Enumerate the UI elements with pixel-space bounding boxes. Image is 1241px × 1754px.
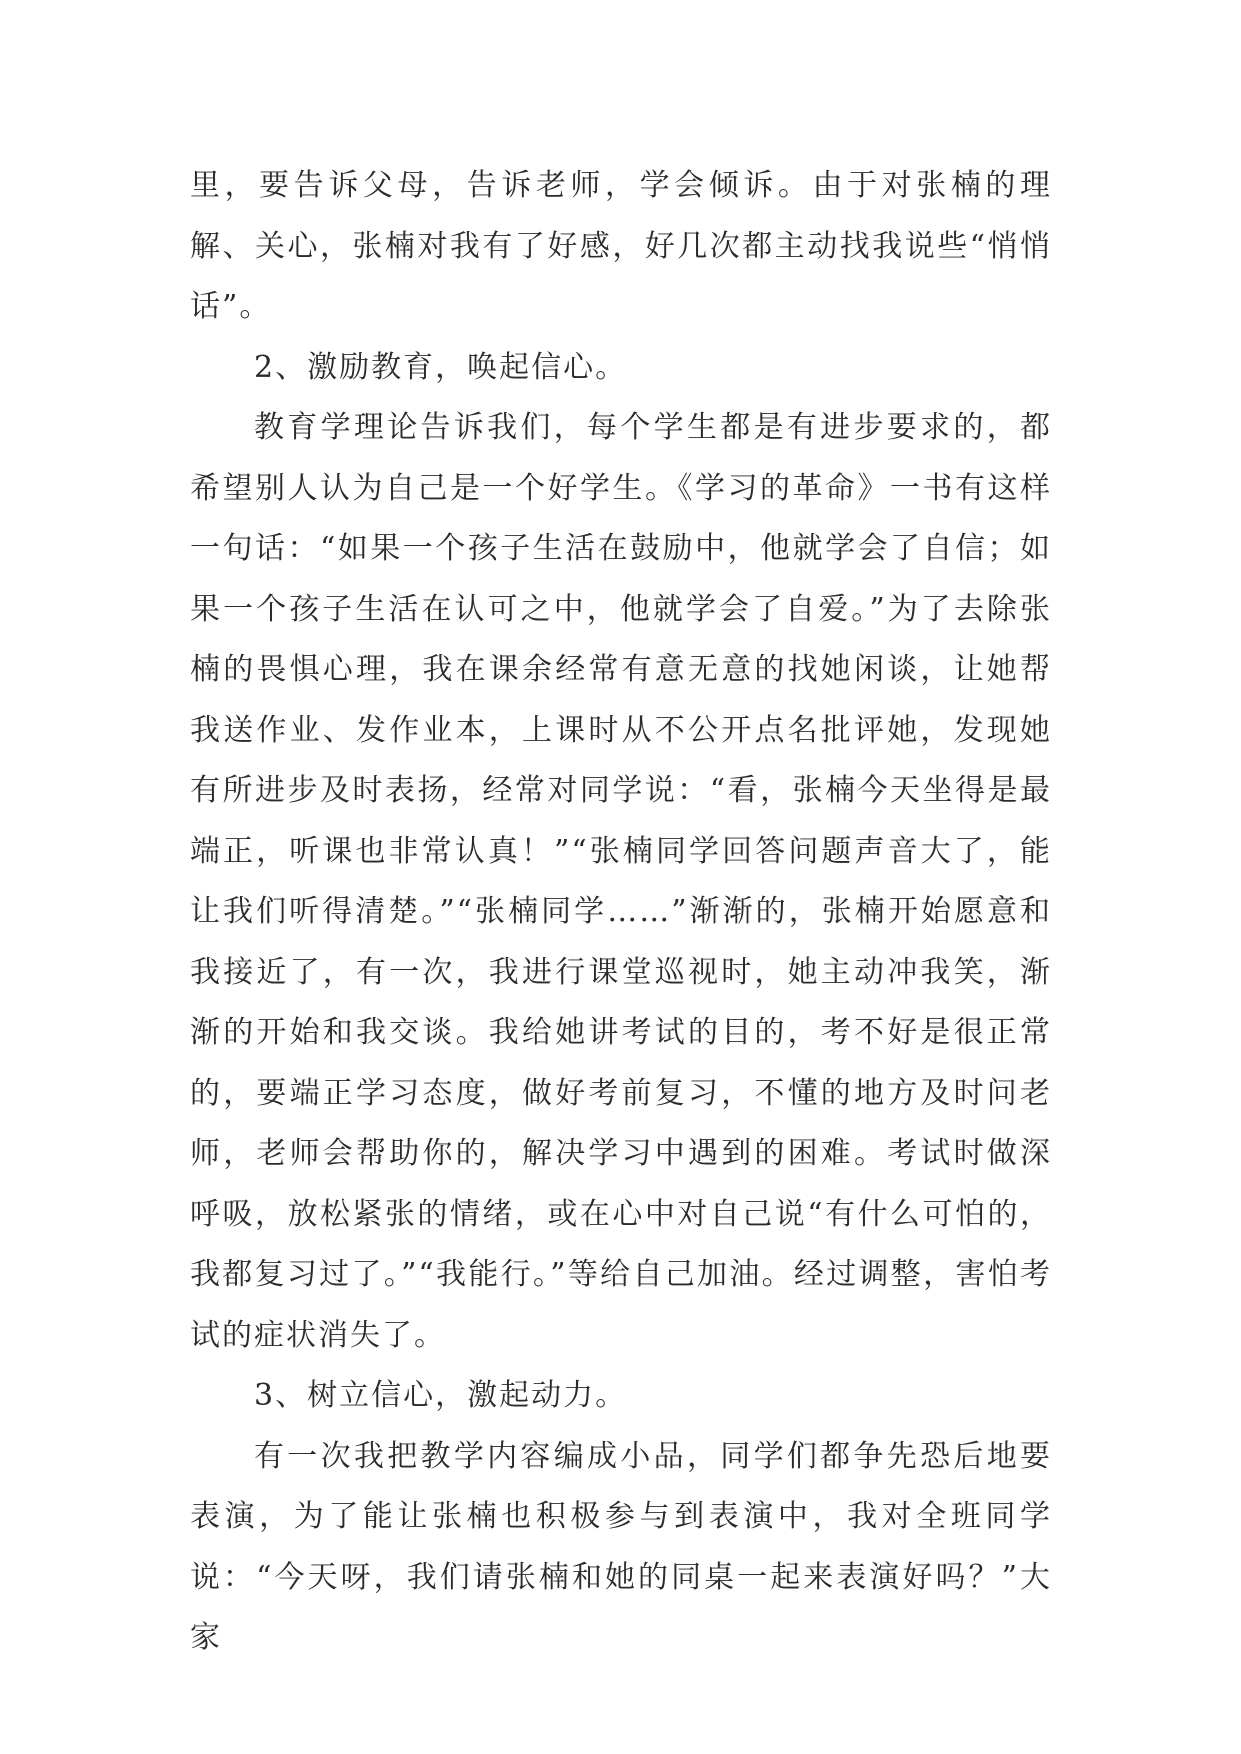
paragraph-continuation: 里，要告诉父母，告诉老师，学会倾诉。由于对张楠的理解、关心，张楠对我有了好感，好几次都主动找我说些“悄悄话”。 — [190, 168, 1052, 324]
document-body — [190, 156, 1052, 1669]
section-heading-2: 2、激励教育，唤起信心。 — [254, 349, 628, 385]
paragraph-encouragement: 教育学理论告诉我们，每个学生都是有进步要求的，都希望别人认为自己是一个好学生。《学习的革命》一书有这样一句话：“如果一个孩子生活在鼓励中，他就学会了自信；如果一个孩子生活在认可之中，他就学会了自爱。”为了去除张楠的畏惧心理，我在课余经常有意无意的找她闲谈，让她帮我送作业、发作业本，上课时从不公开点名批评她，发现她有所进步及时表扬，经常对同学说：“看，张楠今天坐得是最端正，听课也非常认真！”“张楠同学回答问题声音大了，能让我们听得清楚。”“张楠同学……”渐渐的，张楠开始愿意和我接近了，有一次，我进行课堂巡视时，她主动冲我笑，渐渐的开始和我交谈。我给她讲考试的目的，考不好是很正常的，要端正学习态度，做好考前复习，不懂的地方及时问老师，老师会帮助你的，解决学习中遇到的困难。考试时做深呼吸，放松紧张的情绪，或在心中对自己说“有什么可怕的，我都复习过了。”“我能行。”等给自己加油。经过调整，害怕考试的症状消失了。 — [190, 410, 1052, 1353]
paragraph-performance: 有一次我把教学内容编成小品，同学们都争先恐后地要表演，为了能让张楠也积极参与到表演中，我对全班同学说：“今天呀，我们请张楠和她的同桌一起来表演好吗？”大家 — [190, 1438, 1052, 1655]
section-heading-3: 3、树立信心，激起动力。 — [254, 1378, 628, 1413]
